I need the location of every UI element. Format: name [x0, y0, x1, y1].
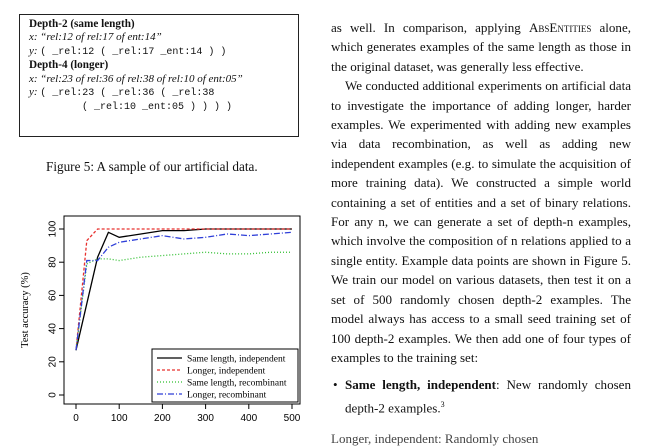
y-tick-label: 0	[47, 392, 59, 398]
x-tick-label: 200	[154, 413, 171, 424]
sample-data-box	[19, 14, 299, 137]
y-tick-label: 40	[47, 323, 59, 335]
x-tick-label: 400	[240, 413, 258, 424]
depth4-x-text: “rel:23 of rel:36 of rel:38 of rel:10 of ent:05”	[40, 72, 243, 85]
depth4-y-text-a: ( _rel:23 ( _rel:36 ( _rel:38	[40, 88, 215, 100]
x-tick-label: 100	[110, 413, 128, 424]
depth2-heading: Depth-2 (same length)	[29, 18, 135, 30]
y-tick-label: 80	[47, 256, 59, 268]
depth2-y-text: ( _rel:12 ( _rel:17 _ent:14 ) )	[40, 46, 227, 58]
bullet-item-1: • Same length, independent: New randomly chosen depth-2 examples.$^3$	[333, 377, 631, 416]
accuracy-line-chart	[12, 204, 312, 438]
y-tick-label: 20	[47, 356, 59, 368]
legend-label-2: Same length, recombinant	[187, 378, 287, 389]
y-tick-label: 100	[47, 220, 59, 238]
depth2-x-line: x: “rel:12 of rel:17 of ent:14”	[29, 31, 162, 44]
paragraph-0: as well. In comparison, applying AbsEntities alone, which generates examples of the same length as those in the original dataset, was generally less effective.	[331, 20, 631, 74]
legend-label-3: Longer, recombinant	[187, 390, 267, 401]
bullet-1-title: Same length, independent	[345, 377, 497, 393]
series-line-2	[76, 252, 292, 350]
x-tick-label: 0	[73, 413, 79, 424]
series-line-3	[76, 232, 292, 350]
absentities-term: AbsEntities	[528, 20, 592, 35]
bullet-dot: •	[333, 377, 338, 393]
depth2-y-line: y: ( _rel:12 ( _rel:17 _ent:14 ) )	[29, 44, 227, 58]
paragraph-1: We conducted additional experiments on artificial data to investigate the importance of adding longer, harder examples. We experimented with adding new examples via data recombination, as well as adding new independent examples (e.g. to simulate the acquisition of more training data). We constructed a simple world containing a set of entities and a set of binary relations. For any n, we can generate a set of depth-n examples, which involve the composition of n relations applied to a single entity. Example data points are shown in Figure 5. We train our model on various datasets, then test it on a set of 500 randomly chosen depth-2 examples. The model always has access to a small seed training set of 100 depth-2 examples. We then add one of four types of examples to the training set:	[331, 78, 631, 365]
depth4-y-line: y: ( _rel:23 ( _rel:36 ( _rel:38	[29, 86, 215, 100]
y-tick-label: 60	[47, 289, 59, 301]
figure-caption: Figure 5: A sample of our artificial data.	[46, 159, 258, 174]
legend-label-1: Longer, independent	[187, 366, 266, 377]
y-axis-label: Test accuracy (%)	[20, 272, 31, 348]
depth4-x-line: x: “rel:23 of rel:36 of rel:38 of rel:10 of ent:05”	[29, 72, 243, 85]
right-column	[331, 18, 631, 417]
legend-label-0: Same length, independent	[187, 354, 286, 365]
depth4-y-text-b: ( _rel:10 _ent:05 ) ) ) )	[82, 102, 233, 114]
left-column	[0, 0, 320, 438]
depth4-heading: Depth-4 (longer)	[29, 59, 109, 72]
depth2-x-text: “rel:12 of rel:17 of ent:14”	[40, 31, 162, 44]
footnote-3: 3	[440, 399, 445, 409]
depth4-y-line-2	[29, 100, 298, 114]
x-tick-label: 300	[197, 413, 214, 424]
cut-off-line: Longer, independent: Randomly chosen	[331, 431, 539, 446]
x-tick-label: 500	[283, 413, 301, 424]
